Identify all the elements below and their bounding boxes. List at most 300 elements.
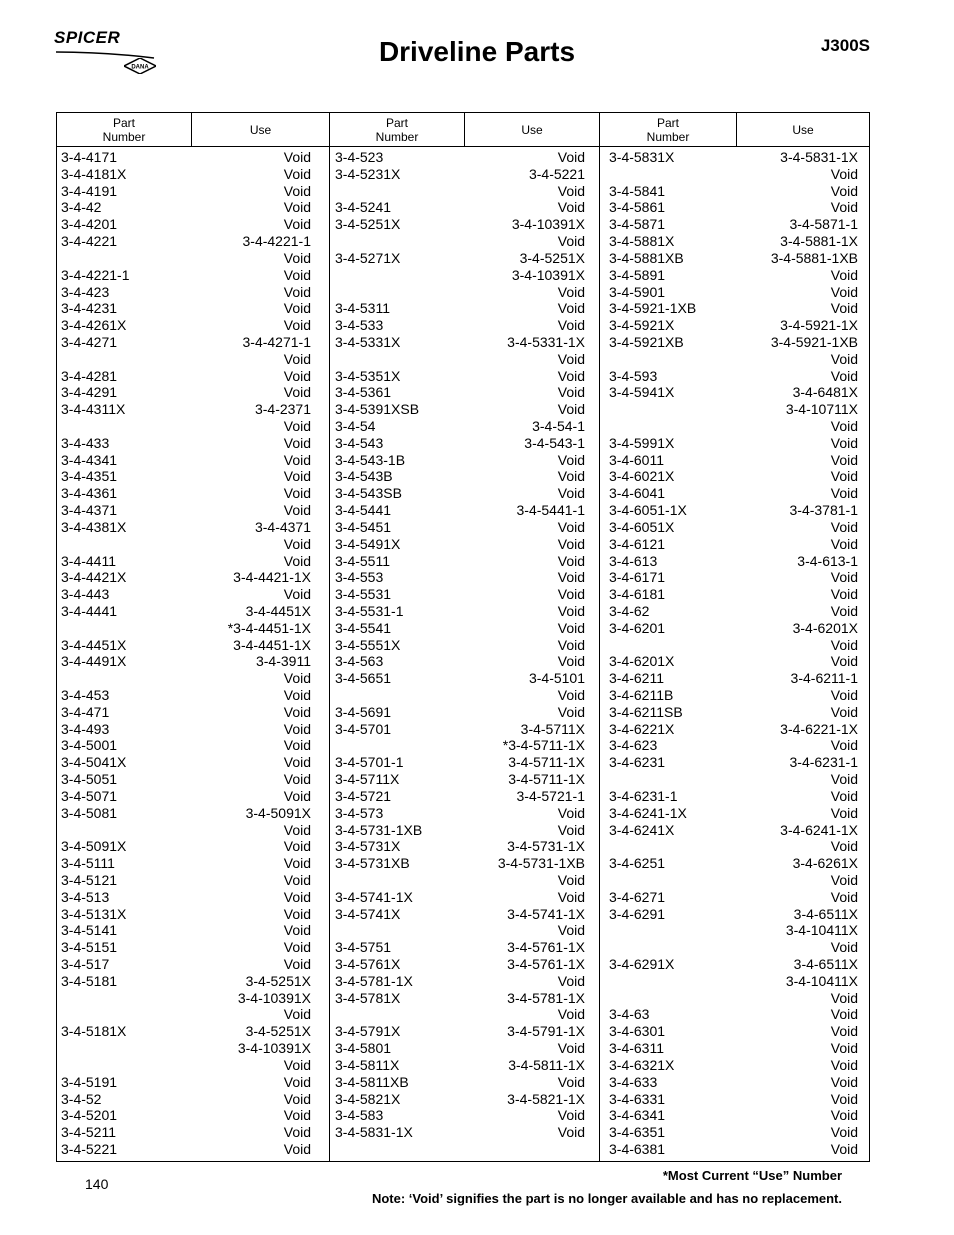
use-value: 3-4-5831-1X — [780, 149, 858, 165]
header-use: Use — [521, 122, 543, 137]
use-value: Void — [830, 737, 858, 754]
table-row — [609, 872, 858, 889]
table-row — [609, 199, 858, 216]
table-row — [335, 1040, 585, 1057]
table-row — [61, 721, 311, 738]
use-value: Void — [830, 888, 858, 905]
use-value: Void — [557, 1124, 585, 1141]
part-number: 3-4-6241X — [609, 821, 675, 838]
part-number: 3-4-5811X — [335, 1056, 400, 1073]
part-number: 3-4-5271X — [335, 249, 401, 266]
table-row — [609, 1040, 858, 1057]
table-row — [609, 267, 858, 284]
part-number: 3-4-6211B — [609, 687, 674, 703]
use-value: Void — [830, 199, 858, 216]
use-value: 3-4-5101 — [528, 670, 585, 687]
part-number: 3-4-443 — [61, 586, 110, 603]
part-number: 3-4-5821X — [335, 1090, 401, 1107]
table-row — [609, 553, 858, 570]
part-number: 3-4-6271 — [609, 888, 666, 905]
part-number: 3-4-6231 — [609, 754, 666, 771]
table-row — [335, 300, 585, 317]
table-row — [335, 704, 585, 721]
part-number: 3-4-42 — [61, 199, 102, 216]
use-value: Void — [830, 1140, 858, 1157]
use-value: Void — [830, 165, 858, 182]
column-group-1 — [61, 149, 311, 1158]
part-number: 3-4-5731XB — [335, 855, 410, 872]
table-row — [335, 485, 585, 502]
use-value: Void — [283, 283, 311, 300]
table-row — [335, 990, 585, 1007]
part-number: 3-4-5741-1X — [335, 888, 413, 905]
part-number: 3-4-4231 — [61, 300, 118, 317]
table-row — [609, 1006, 858, 1023]
use-value: Void — [283, 586, 311, 603]
use-value: Void — [557, 821, 585, 838]
table-row — [61, 990, 311, 1007]
use-value: Void — [830, 687, 858, 703]
use-value: Void — [830, 518, 858, 535]
table-row — [61, 653, 311, 670]
table-row — [609, 435, 858, 452]
use-value: Void — [283, 939, 311, 956]
part-number: 3-4-5121 — [61, 871, 118, 888]
part-number: 3-4-6201X — [609, 653, 675, 670]
use-value: Void — [283, 888, 311, 905]
table-row — [335, 166, 585, 183]
table-row — [61, 502, 311, 519]
use-value: Void — [557, 367, 585, 384]
use-value: 3-4-4221-1 — [242, 233, 311, 250]
table-row — [335, 1057, 585, 1074]
table-row — [61, 485, 311, 502]
use-value: 3-4-6211-1 — [790, 670, 858, 687]
part-number: 3-4-5191 — [61, 1073, 118, 1090]
use-value: Void — [830, 182, 858, 199]
use-value: 3-4-5731-1X — [507, 838, 585, 855]
part-number: 3-4-5881X — [609, 233, 675, 250]
part-number: 3-4-5751 — [335, 939, 392, 956]
use-value: 3-4-5441-1 — [516, 502, 585, 519]
part-number: 3-4-6171 — [609, 569, 666, 586]
use-value: Void — [557, 485, 585, 502]
footnote: *Most Current “Use” Number — [662, 1168, 842, 1183]
use-value: Void — [557, 703, 585, 720]
use-value: 3-4-54-1 — [532, 418, 585, 434]
part-number: 3-4-5941X — [609, 384, 675, 401]
table-row — [609, 183, 858, 200]
use-value: Void — [830, 939, 858, 956]
table-row — [61, 452, 311, 469]
part-number: 3-4-593 — [609, 367, 658, 384]
table-row — [609, 317, 858, 334]
use-value: Void — [283, 905, 311, 922]
use-value: 3-4-5781-1X — [507, 989, 585, 1006]
use-value: Void — [283, 451, 311, 468]
table-row — [609, 906, 858, 923]
part-number: 3-4-5331X — [335, 333, 401, 350]
part-number: 3-4-5711X — [335, 771, 400, 788]
table-row — [609, 838, 858, 855]
table-row — [609, 653, 858, 670]
part-number: 3-4-5701 — [335, 720, 392, 737]
part-number: 3-4-6211 — [609, 670, 665, 687]
use-value: Void — [830, 569, 858, 586]
header-part-number: Part Number — [102, 115, 146, 144]
table-row — [61, 267, 311, 284]
use-value: Void — [830, 771, 858, 788]
use-value: Void — [557, 888, 585, 905]
part-number: 3-4-5051 — [61, 771, 118, 788]
table-row — [609, 149, 858, 166]
use-value: 3-4-5921-1XB — [770, 333, 858, 350]
part-number: 3-4-6301 — [609, 1023, 666, 1040]
table-row — [61, 922, 311, 939]
table-row — [609, 284, 858, 301]
part-number: 3-4-5311 — [335, 300, 391, 317]
table-row — [61, 805, 311, 822]
use-value: 3-4-6511X — [793, 905, 858, 922]
use-value: Void — [830, 804, 858, 821]
use-value: Void — [557, 972, 585, 989]
table-row — [609, 485, 858, 502]
use-value: 3-4-5871-1 — [789, 216, 858, 233]
part-number: 3-4-62 — [609, 602, 650, 619]
part-number: 3-4-517 — [61, 956, 110, 972]
table-row — [61, 418, 311, 435]
part-number: 3-4-4441 — [61, 602, 118, 619]
use-value: Void — [283, 535, 311, 552]
use-value: Void — [830, 602, 858, 619]
table-row — [335, 670, 585, 687]
table-row — [61, 1074, 311, 1091]
void-note: Note: ‘Void’ signifies the part is no longer available and has no replacement. — [371, 1191, 842, 1206]
table-row — [609, 922, 858, 939]
use-value: 3-4-2371 — [254, 401, 311, 418]
part-number: 3-4-5141 — [61, 922, 118, 939]
use-value: 3-4-4271-1 — [242, 333, 311, 350]
part-number: 3-4-6051-1X — [609, 502, 687, 519]
table-row — [61, 569, 311, 586]
svg-text:DANA: DANA — [131, 64, 149, 71]
use-value: Void — [557, 687, 585, 703]
use-value: Void — [283, 855, 311, 872]
table-row — [335, 1074, 585, 1091]
header-divider — [464, 113, 465, 146]
part-number: 3-4-6341 — [609, 1107, 666, 1124]
table-row — [609, 452, 858, 469]
part-number: 3-4-583 — [335, 1107, 384, 1124]
use-value: Void — [830, 485, 858, 502]
table-row — [335, 368, 585, 385]
part-number: 3-4-5111 — [61, 855, 115, 872]
part-number: 3-4-5201 — [61, 1107, 118, 1124]
use-value: Void — [830, 468, 858, 485]
use-value: Void — [283, 871, 311, 888]
table-row — [335, 906, 585, 923]
table-row — [609, 1074, 858, 1091]
part-number: 3-4-4411 — [61, 552, 117, 569]
part-number: 3-4-5081 — [61, 804, 118, 821]
table-row — [335, 721, 585, 738]
part-number: 3-4-5881XB — [609, 249, 684, 266]
table-row — [335, 250, 585, 267]
part-number: 3-4-5441 — [335, 502, 392, 519]
part-number: 3-4-4381X — [61, 518, 127, 535]
table-row — [61, 855, 311, 872]
part-number: 3-4-4451X — [61, 636, 127, 653]
table-row — [335, 687, 585, 704]
table-row — [61, 284, 311, 301]
part-number: 3-4-6231-1 — [609, 787, 678, 804]
use-value: Void — [283, 317, 311, 334]
table-row — [61, 838, 311, 855]
table-row — [61, 771, 311, 788]
table-row — [609, 603, 858, 620]
table-row — [335, 620, 585, 637]
table-row — [61, 670, 311, 687]
part-number: 3-4-4221 — [61, 233, 118, 250]
use-value: Void — [830, 787, 858, 804]
use-value: Void — [830, 283, 858, 300]
table-row — [335, 653, 585, 670]
column-divider — [599, 113, 600, 1161]
table-row — [609, 233, 858, 250]
use-value: Void — [830, 586, 858, 603]
table-row — [335, 1006, 585, 1023]
part-number: 3-4-5541 — [335, 619, 392, 636]
use-value: 3-4-5731-1XB — [497, 855, 585, 872]
part-number: 3-4-6041 — [609, 485, 666, 502]
part-number: 3-4-543B — [335, 468, 393, 485]
table-row — [335, 553, 585, 570]
part-number: 3-4-5211 — [61, 1124, 117, 1141]
use-value: Void — [830, 1056, 858, 1073]
header-use: Use — [249, 122, 272, 137]
use-value: Void — [283, 384, 311, 401]
use-value: Void — [830, 1023, 858, 1040]
part-number: 3-4-63 — [609, 1006, 650, 1023]
header-divider — [736, 113, 737, 146]
use-value: 3-4-10411X — [785, 922, 858, 939]
table-row — [61, 956, 311, 973]
table-row — [609, 990, 858, 1007]
use-value: Void — [830, 434, 858, 451]
use-value: 3-4-10391X — [237, 1040, 311, 1057]
table-row — [609, 805, 858, 822]
use-value: 3-4-5881-1XB — [770, 249, 858, 266]
use-value: 3-4-3781-1 — [789, 502, 858, 519]
part-number: 3-4-573 — [335, 804, 384, 821]
part-number: 3-4-6291 — [609, 905, 666, 922]
part-number: 3-4-453 — [61, 687, 110, 703]
use-value: Void — [283, 703, 311, 720]
use-value: Void — [283, 216, 311, 233]
table-row — [609, 586, 858, 603]
part-number: 3-4-5871 — [609, 216, 666, 233]
use-value: Void — [557, 619, 585, 636]
table-row — [61, 889, 311, 906]
use-value: Void — [557, 317, 585, 334]
use-value: 3-4-6201X — [792, 619, 858, 636]
use-value: 3-4-6261X — [792, 855, 858, 872]
part-number: 3-4-4311X — [61, 401, 126, 418]
table-row — [609, 822, 858, 839]
use-value: 3-4-5821-1X — [507, 1090, 585, 1107]
use-value: 3-4-6231-1 — [789, 754, 858, 771]
part-number: 3-4-513 — [61, 888, 110, 905]
part-number: 3-4-5861 — [609, 199, 666, 216]
part-number: 3-4-5491X — [335, 535, 401, 552]
use-value: Void — [557, 518, 585, 535]
table-row — [609, 620, 858, 637]
table-row — [335, 822, 585, 839]
table-row — [335, 637, 585, 654]
use-value: Void — [283, 300, 311, 317]
table-row — [609, 637, 858, 654]
part-number: 3-4-543SB — [335, 485, 402, 502]
table-row — [609, 1057, 858, 1074]
use-value: Void — [557, 804, 585, 821]
table-row — [61, 687, 311, 704]
use-value: 3-4-543-1 — [524, 434, 585, 451]
table-row — [335, 838, 585, 855]
part-number: 3-4-4421X — [61, 569, 127, 586]
part-number: 3-4-5551X — [335, 636, 401, 653]
table-row — [609, 351, 858, 368]
table-row — [335, 855, 585, 872]
use-value: Void — [830, 1073, 858, 1090]
use-value: Void — [283, 687, 311, 703]
use-value: Void — [557, 199, 585, 216]
use-value: Void — [283, 922, 311, 939]
table-row — [609, 956, 858, 973]
part-number: 3-4-5701-1 — [335, 754, 404, 771]
use-value: Void — [283, 1090, 311, 1107]
table-row — [335, 922, 585, 939]
table-row — [609, 468, 858, 485]
use-value: 3-4-613-1 — [797, 552, 858, 569]
use-value: Void — [283, 182, 311, 199]
part-number: 3-4-6181 — [609, 586, 666, 603]
table-row — [335, 956, 585, 973]
use-value: Void — [283, 1073, 311, 1090]
use-value: 3-4-10711X — [785, 401, 858, 418]
table-row — [335, 737, 585, 754]
use-value: Void — [557, 535, 585, 552]
part-number: 3-4-5001 — [61, 737, 118, 754]
use-value: Void — [283, 502, 311, 519]
use-value: Void — [830, 871, 858, 888]
table-row — [61, 1091, 311, 1108]
table-row — [609, 737, 858, 754]
table-row — [335, 233, 585, 250]
table-row — [61, 435, 311, 452]
use-value: Void — [283, 838, 311, 855]
table-row — [335, 536, 585, 553]
table-row — [61, 468, 311, 485]
table-row — [609, 1023, 858, 1040]
part-number: 3-4-5901 — [609, 283, 666, 300]
use-value: 3-4-4371 — [254, 518, 311, 535]
part-number: 3-4-493 — [61, 720, 110, 737]
use-value: Void — [557, 149, 585, 165]
table-row — [61, 737, 311, 754]
part-number: 3-4-5691 — [335, 703, 392, 720]
use-value: Void — [283, 1124, 311, 1141]
part-number: 3-4-6291X — [609, 956, 675, 972]
use-value: Void — [557, 468, 585, 485]
part-number: 3-4-5841 — [609, 182, 666, 199]
use-value: Void — [283, 737, 311, 754]
use-value: 3-4-5221 — [528, 165, 585, 182]
table-row — [335, 351, 585, 368]
use-value: Void — [830, 653, 858, 670]
use-value: Void — [283, 787, 311, 804]
table-row — [609, 889, 858, 906]
table-row — [335, 1023, 585, 1040]
table-row — [335, 199, 585, 216]
use-value: Void — [830, 300, 858, 317]
use-value: 3-4-5251X — [519, 249, 585, 266]
part-number: 3-4-5041X — [61, 754, 127, 771]
part-number: 3-4-4491X — [61, 653, 127, 670]
table-row — [609, 334, 858, 351]
part-number: 3-4-4351 — [61, 468, 118, 485]
table-row — [335, 401, 585, 418]
part-number: 3-4-6251 — [609, 855, 666, 872]
part-number: 3-4-5831-1X — [335, 1124, 413, 1141]
table-row — [61, 1107, 311, 1124]
header-part-number: Part Number — [375, 115, 419, 144]
table-row — [609, 973, 858, 990]
table-row — [61, 368, 311, 385]
part-number: 3-4-6021X — [609, 468, 675, 485]
part-number: 3-4-5531-1 — [335, 602, 404, 619]
table-row — [609, 855, 858, 872]
use-value: Void — [283, 1006, 311, 1023]
use-value: Void — [557, 636, 585, 653]
table-row — [609, 1124, 858, 1141]
use-value: Void — [557, 1040, 585, 1057]
use-value: 3-4-5921-1X — [780, 317, 858, 334]
use-value: Void — [557, 1073, 585, 1090]
table-row — [609, 670, 858, 687]
use-value: Void — [557, 401, 585, 418]
table-row — [61, 351, 311, 368]
table-row — [335, 872, 585, 889]
table-row — [61, 300, 311, 317]
table-row — [61, 754, 311, 771]
part-number: 3-4-4261X — [61, 317, 127, 334]
table-row — [609, 250, 858, 267]
table-row — [61, 149, 311, 166]
part-number: 3-4-5721 — [335, 787, 392, 804]
page-title: Driveline Parts — [378, 36, 576, 67]
table-row — [61, 586, 311, 603]
part-number: 3-4-5221 — [61, 1140, 118, 1157]
use-value: Void — [830, 1107, 858, 1124]
table-row — [335, 569, 585, 586]
part-number: 3-4-433 — [61, 434, 110, 451]
part-number: 3-4-5891 — [609, 266, 666, 283]
table-row — [335, 771, 585, 788]
table-row — [609, 166, 858, 183]
column-group-2 — [335, 149, 585, 1141]
part-number: 3-4-633 — [609, 1073, 658, 1090]
use-value: Void — [557, 1006, 585, 1023]
